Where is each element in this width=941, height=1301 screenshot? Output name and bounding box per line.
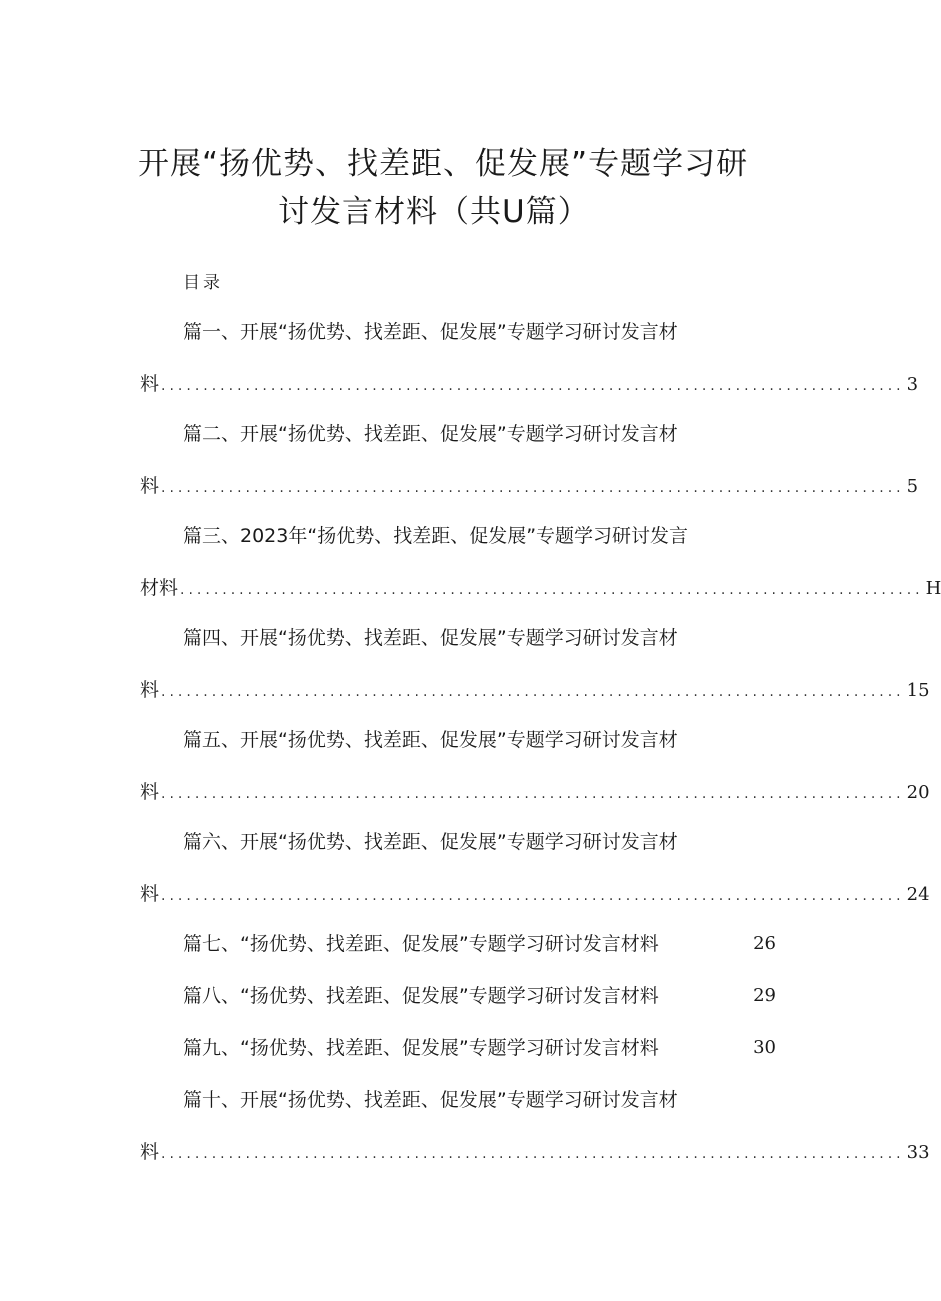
toc-leader-dots: ........................................................................................ (161, 1146, 905, 1162)
toc-entry-9[interactable] (183, 1034, 776, 1062)
toc-leader-dots: ........................................................................................ (161, 786, 905, 802)
toc-entry-3-line-1[interactable]: 篇三、2023年“扬优势、找差距、促发展”专题学习研讨发言 (183, 525, 689, 547)
document-title-line-1: 开展“扬优势、找差距、促发展”专题学习研 (138, 146, 749, 182)
toc-entry-text: 料 (140, 781, 160, 803)
toc-leader-dots: ........................................................................................ (161, 480, 905, 496)
toc-entry-text: 篇八、“扬优势、找差距、促发展”专题学习研讨发言材料 (183, 985, 659, 1007)
toc-entry-5-line-2[interactable] (140, 778, 930, 806)
toc-entry-text: 料 (140, 475, 160, 497)
toc-page-number: 20 (906, 782, 930, 803)
toc-leader-dots: ........................................................................................ (161, 684, 905, 700)
toc-leader-dots: ........................................................................................ (180, 582, 924, 598)
toc-page-number: H (925, 578, 941, 599)
toc-page-number: 15 (906, 680, 930, 701)
toc-entry-text: 篇九、“扬优势、找差距、促发展”专题学习研讨发言材料 (183, 1037, 659, 1059)
toc-entry-5-line-1[interactable]: 篇五、开展“扬优势、找差距、促发展”专题学习研讨发言材 (183, 729, 678, 751)
toc-page-number: 33 (906, 1142, 930, 1163)
toc-entry-3-line-2[interactable] (140, 574, 941, 602)
toc-entry-text: 篇七、“扬优势、找差距、促发展”专题学习研讨发言材料 (183, 933, 659, 955)
toc-page-number: 3 (906, 374, 919, 395)
toc-entry-text: 料 (140, 373, 160, 395)
toc-page-number: 30 (753, 1037, 776, 1058)
toc-page-number: 26 (753, 933, 776, 954)
toc-entry-4-line-2[interactable] (140, 676, 930, 704)
toc-entry-1-line-1[interactable]: 篇一、开展“扬优势、找差距、促发展”专题学习研讨发言材 (183, 321, 678, 343)
toc-entry-7[interactable] (183, 930, 776, 958)
toc-entry-4-line-1[interactable]: 篇四、开展“扬优势、找差距、促发展”专题学习研讨发言材 (183, 627, 678, 649)
document-title-line-2: 讨发言材料（共U篇） (278, 194, 590, 230)
toc-leader-dots: ........................................................................................ (161, 888, 905, 904)
toc-entry-text: 料 (140, 679, 160, 701)
toc-entry-2-line-1[interactable]: 篇二、开展“扬优势、找差距、促发展”专题学习研讨发言材 (183, 423, 678, 445)
toc-label: 目录 (183, 273, 223, 293)
toc-entry-6-line-2[interactable] (140, 880, 930, 908)
toc-entry-1-line-2[interactable] (140, 370, 919, 398)
toc-entry-text: 材料 (140, 577, 179, 599)
toc-entry-6-line-1[interactable]: 篇六、开展“扬优势、找差距、促发展”专题学习研讨发言材 (183, 831, 678, 853)
toc-page-number: 24 (906, 884, 930, 905)
toc-entry-8[interactable] (183, 982, 776, 1010)
toc-page-number: 29 (753, 985, 776, 1006)
toc-entry-2-line-2[interactable] (140, 472, 919, 500)
toc-entry-text: 料 (140, 1141, 160, 1163)
toc-page-number: 5 (906, 476, 919, 497)
toc-entry-10-line-1[interactable]: 篇十、开展“扬优势、找差距、促发展”专题学习研讨发言材 (183, 1089, 678, 1111)
toc-leader-dots: ........................................................................................ (161, 378, 905, 394)
toc-entry-10-line-2[interactable] (140, 1138, 930, 1166)
toc-entry-text: 料 (140, 883, 160, 905)
